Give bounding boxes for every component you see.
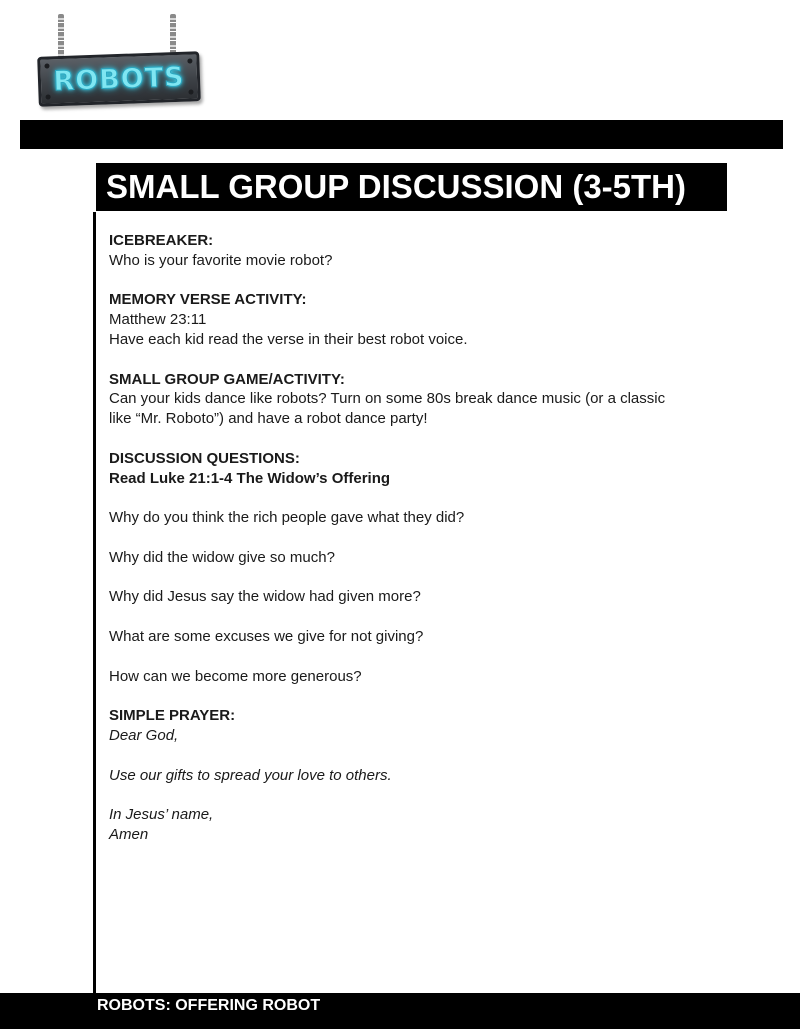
prayer-heading: SIMPLE PRAYER: bbox=[109, 707, 236, 725]
icebreaker-heading: ICEBREAKER: bbox=[109, 232, 214, 249]
prayer-closing-1: In Jesus’ name, bbox=[109, 806, 214, 824]
game-text-line2: like “Mr. Roboto”) and have a robot dance party! bbox=[109, 410, 428, 428]
memory-verse-heading: MEMORY VERSE ACTIVITY: bbox=[109, 291, 307, 309]
logo-text: ROBOTS bbox=[52, 61, 186, 97]
left-rule bbox=[93, 212, 96, 1002]
discussion-content bbox=[109, 231, 719, 845]
robots-logo bbox=[38, 14, 198, 102]
memory-verse-reference: Matthew 23:11 bbox=[109, 311, 207, 329]
header-bar bbox=[20, 120, 783, 149]
logo-sign bbox=[37, 51, 201, 107]
page-title: SMALL GROUP DISCUSSION (3-5TH) bbox=[96, 163, 727, 211]
footer-text: ROBOTS: OFFERING ROBOT bbox=[97, 997, 321, 1014]
footer-bar bbox=[0, 993, 800, 1029]
game-text-line1: Can your kids dance like robots? Turn on some 80s break dance music (or a classic bbox=[109, 390, 666, 408]
prayer-body: Use our gifts to spread your love to others. bbox=[109, 766, 392, 784]
question-2: Why did the widow give so much? bbox=[109, 548, 335, 566]
discussion-heading: DISCUSSION QUESTIONS: bbox=[109, 449, 300, 467]
prayer-closing-2: Amen bbox=[109, 825, 149, 843]
question-4: What are some excuses we give for not giving? bbox=[109, 627, 424, 645]
chain-left bbox=[58, 14, 64, 58]
game-heading: SMALL GROUP GAME/ACTIVITY: bbox=[109, 370, 345, 388]
icebreaker-text: Who is your favorite movie robot? bbox=[109, 251, 333, 269]
prayer-opening: Dear God, bbox=[109, 726, 179, 744]
question-3: Why did Jesus say the widow had given more? bbox=[109, 588, 421, 606]
memory-verse-text: Have each kid read the verse in their best robot voice. bbox=[109, 330, 468, 348]
question-1: Why do you think the rich people gave what they did? bbox=[109, 509, 465, 527]
question-5: How can we become more generous? bbox=[109, 667, 362, 685]
discussion-subheading: Read Luke 21:1-4 The Widow’s Offering bbox=[109, 469, 391, 487]
